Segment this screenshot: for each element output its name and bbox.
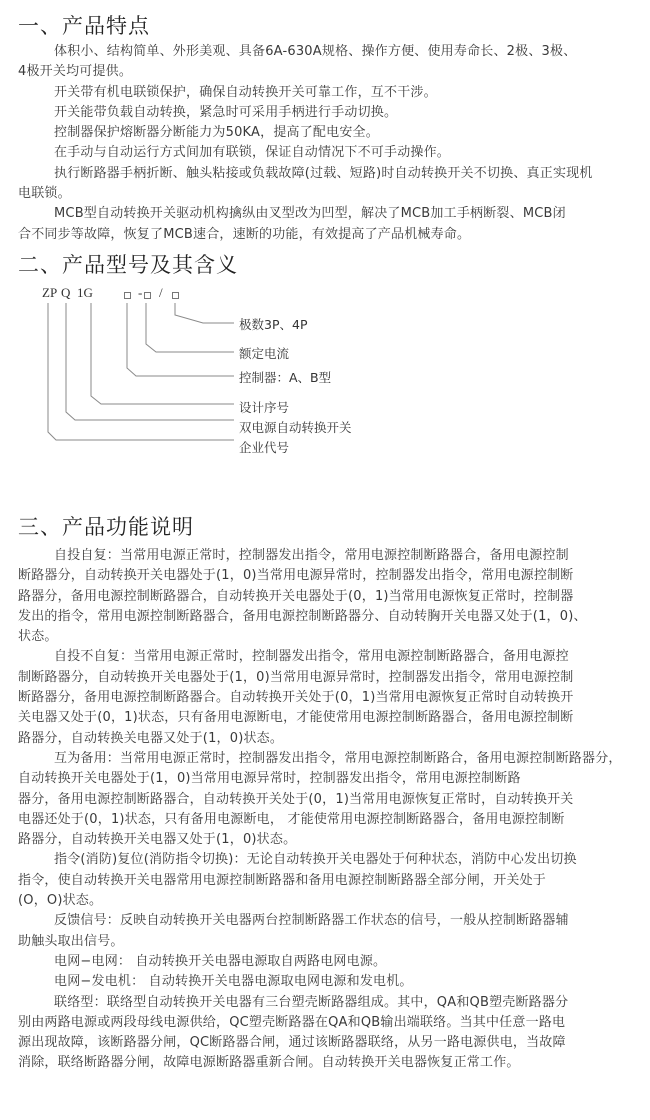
functions-line: 断路器分，备用电源控制断路器合。自动转换开关处于(0，1)当常用电源恢复正常时自动转换开 <box>18 690 574 706</box>
functions-line: 电网−发电机： 自动转换开关电器电源取电网电源和发电机。 <box>54 974 413 990</box>
features-line: 电联锁。 <box>18 186 71 202</box>
functions-line: 消除，联络断路器分闸，故障电源断路器重新合闸。自动转换开关电器恢复正常工作。 <box>18 1055 520 1071</box>
model-code-q: Q <box>61 285 71 300</box>
features-text <box>18 42 630 245</box>
functions-line: 自动转换开关电器处于(1，0)当常用电源异常时，控制器发出指令，常用电源控制断路 <box>18 771 521 787</box>
functions-line: 反馈信号：反映自动转换开关电器两台控制断路器工作状态的信号，一般从控制断路器辅 <box>54 913 569 929</box>
features-line: 在手动与自动运行方式间加有联锁，保证自动情况下不可手动操作。 <box>54 145 451 161</box>
model-box-controller <box>124 292 131 299</box>
functions-line: 自投自复：当常用电源正常时，控制器发出指令，常用电源控制断路器合，备用电源控制 <box>54 548 569 563</box>
functions-line: (O，O)状态。 <box>18 893 103 909</box>
model-label-design-number: 设计序号 <box>239 400 290 415</box>
model-label-product-name: 双电源自动转换开关 <box>239 420 352 435</box>
functions-line: 断路器分，自动转换开关电器处于(1，0)当常用电源异常时，控制器发出指令，常用电源控制断 <box>18 568 574 584</box>
features-line: 执行断路器手柄折断、触头粘接或负载故障(过载、短路)时自动转换开关不切换、真正实现机 <box>54 165 593 181</box>
functions-line: 源出现故障，该断路器分闸，QC断路器合闸，通过该断路器联络，从另一路电源供电，当故障 <box>18 1035 566 1051</box>
features-line: MCB型自动转换开关驱动机构擒纵由叉型改为凹型，解决了MCB加工手柄断裂、MCB闭 <box>54 206 566 222</box>
features-line: 控制器保护熔断器分断能力为50KA，提高了配电安全。 <box>54 125 379 141</box>
functions-line: 路器分，自动转换开关电器又处于(1，0)状态。 <box>18 832 297 848</box>
features-line: 开关带有机电联锁保护，确保自动转换开关可靠工作，互不干涉。 <box>54 84 437 100</box>
model-code-zp: ZP <box>42 285 58 300</box>
functions-line: 联络型：联络型自动转换开关电器有三台塑壳断路器组成。其中，QA和QB塑壳断路器分 <box>54 994 569 1010</box>
functions-text <box>18 546 630 1074</box>
model-box-current <box>144 292 151 299</box>
model-label-company-code: 企业代号 <box>239 440 290 455</box>
model-code-1g: 1G <box>77 285 93 300</box>
section-heading-features: 一、产品特点 <box>18 14 150 38</box>
features-line: 体积小、结构简单、外形美观、具备6A-630A规格、操作方便、使用寿命长、2极、3极、 <box>54 44 577 59</box>
functions-line: 关电器又处于(0，1)状态，只有备用电源断电，才能使常用电源控制断路器合，备用电源控制断 <box>18 710 574 726</box>
section-heading-model: 二、产品型号及其含义 <box>18 253 238 277</box>
functions-line: 助触头取出信号。 <box>18 933 124 949</box>
model-label-current: 额定电流 <box>239 346 290 361</box>
model-box-poles <box>172 292 179 299</box>
model-code-slash: / <box>159 285 163 300</box>
model-label-controller: 控制器：A、B型 <box>239 370 332 385</box>
model-code-dash: - <box>138 285 143 300</box>
functions-line: 自投不自复：当常用电源正常时，控制器发出指令，常用电源控制断路器合，备用电源控 <box>54 649 569 665</box>
functions-line: 路器分，备用电源控制断路器合，自动转换开关电器处于(0，1)当常用电源恢复正常时，控制器 <box>18 588 574 604</box>
features-line: 开关能带负载自动转换，紧急时可采用手柄进行手动切换。 <box>54 104 398 120</box>
functions-line: 制断路器分，自动转换开关电器处于(1，0)当常用电源异常时，控制器发出指令，常用电源控制 <box>18 669 574 685</box>
functions-line: 器分，备用电源控制断路器合，自动转换开关处于(0，1)当常用电源恢复正常时，自动转换开关 <box>18 791 574 807</box>
functions-line: 别由两路电源或两段母线电源供给，QC塑壳断路器在QA和QB输出端联络。当其中任意一路电 <box>18 1014 566 1030</box>
model-label-poles: 极数3P、4P <box>239 317 308 332</box>
functions-line: 状态。 <box>18 629 58 645</box>
features-line: 合不同步等故障，恢复了MCB速合，速断的功能，有效提高了产品机械寿命。 <box>18 226 471 242</box>
functions-line: 电网−电网： 自动转换开关电器电源取自两路电网电源。 <box>54 953 387 969</box>
functions-line: 互为备用：当常用电源正常时，控制器发出指令，常用电源控制断路合，备用电源控制断路器分， <box>54 750 622 766</box>
features-line: 4极开关均可提供。 <box>18 64 133 80</box>
section-heading-functions: 三、产品功能说明 <box>18 515 194 539</box>
functions-line: 电器还处于(0，1)状态，只有备用电源断电， 才能使常用电源控制断路器合，备用电源控制断 <box>18 811 565 827</box>
functions-line: 发出的指令，常用电源控制断路器合，备用电源控制断路器分、自动转胸开关电器又处于(1，0)、 <box>18 608 587 624</box>
model-diagram <box>0 280 650 460</box>
functions-line: 指令(消防)复位(消防指令切换)：无论自动转换开关电器处于何种状态，消防中心发出切换 <box>54 852 577 868</box>
functions-line: 指令，使自动转换开关电器常用电源控制断路器和备用电源控制断路器全部分闸，开关处于 <box>18 872 547 888</box>
functions-line: 路器分，自动转换关电器又处于(1，0)状态。 <box>18 730 284 746</box>
